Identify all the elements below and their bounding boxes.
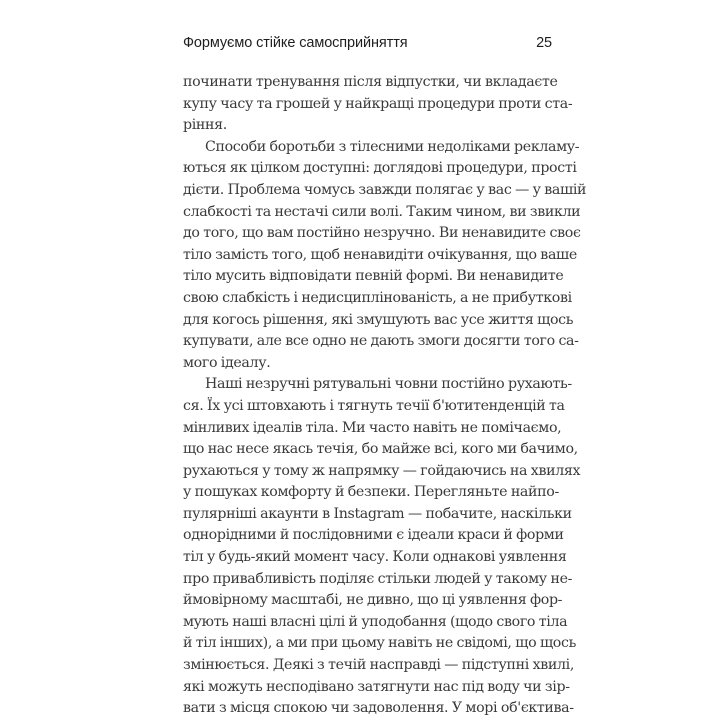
- text-line: вати з місця спокою чи задоволення. У морі об'єктива-: [183, 700, 574, 717]
- text-line: змінюється. Деякі з течій насправді — підступні хвилі,: [183, 657, 574, 674]
- text-line: тіл у будь-який момент часу. Коли однакові уявлення: [183, 549, 567, 566]
- text-line: ріння.: [183, 117, 227, 134]
- text-line: мінливих ідеалів тіла. Ми часто навіть не помічаємо,: [183, 419, 562, 436]
- book-page: [183, 32, 587, 720]
- text-line: ються як цілком доступні: доглядові процедури, прості: [183, 160, 577, 177]
- text-line: дієти. Проблема чомусь завжди полягає у вас — у вашій: [183, 181, 587, 198]
- text-line: мують наші власні цілі й уподобання (щодо свого тіла: [183, 613, 568, 630]
- text-line: у пошуках комфорту й безпеки. Перегляньте найпо-: [183, 484, 559, 501]
- text-line: Наші незручні рятувальні човни постійно рухають-: [205, 376, 572, 393]
- chapter-title: Формуємо стійке самосприйняття: [183, 35, 408, 51]
- text-line: ся. Їх усі штовхають і тягнуть течії б'ютитенденцій та: [183, 397, 565, 414]
- text-line: купу часу та грошей у найкращі процедури проти ста-: [183, 95, 573, 112]
- text-line: й тіл інших), а ми при цьому навіть не свідомі, що щось: [183, 635, 576, 652]
- text-line: до того, що вам постійно незручно. Ви ненавидите своє: [183, 225, 581, 242]
- text-line: що нас несе якась течія, бо майже всі, кого ми бачимо,: [183, 441, 578, 458]
- text-line: ймовірному масштабі, не дивно, що ці уявлення фор-: [183, 592, 563, 609]
- page-number: 25: [536, 35, 552, 51]
- text-line: однорідними й послідовними є ідеали краси й форми: [183, 527, 564, 544]
- text-line: Способи боротьби з тілесними недоліками рекламу-: [205, 138, 580, 155]
- text-line: купувати, але все одно не дають змоги досягти того са-: [183, 333, 579, 350]
- text-line: тіло мусить відповідати певній формі. Ви ненавидите: [183, 268, 564, 285]
- body-text: [183, 72, 587, 720]
- text-line: рухаються у тому ж напрямку — гойдаючись на хвилях: [183, 462, 581, 479]
- text-line: свою слабкість і недисциплінованість, а не прибуткові: [183, 289, 572, 306]
- text-line: починати тренування після відпустки, чи вкладаєте: [183, 74, 558, 90]
- text-line: слабкості та нестачі сили волі. Таким чином, ви звикли: [183, 203, 581, 220]
- paragraph: [183, 137, 587, 375]
- text-line: тіло замість того, щоб ненавидіти очікування, що ваше: [183, 246, 577, 263]
- text-line: мого ідеалу.: [183, 354, 271, 371]
- text-line: про привабливість поділяє стільки людей у такому не-: [183, 570, 573, 587]
- paragraph: [183, 374, 581, 720]
- text-line: які можуть несподівано затягнути нас під воду чи зір-: [183, 678, 570, 695]
- running-head: [183, 32, 553, 54]
- text-line: пулярніші акаунти в Instagram — побачите, наскільки: [183, 505, 572, 522]
- text-line: для когось рішення, які змушують вас усе життя щось: [183, 311, 574, 328]
- paragraph: [183, 72, 573, 137]
